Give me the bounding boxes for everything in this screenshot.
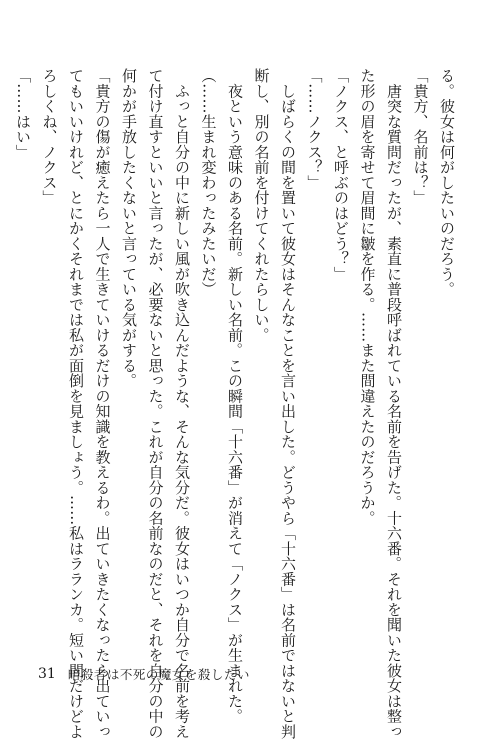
page-footer [38,664,250,684]
text-line: 「……ノクス？」 [305,68,324,190]
text-line: 何かが手放したくないと言っている気がする。 [120,68,138,389]
text-line: 「……はい」 [14,68,32,160]
text-line: 「貴方の傷が癒えたら一人で生きていけるだけの知識を教えるわ。出ていきたくなったら出ていっ [93,68,112,739]
text-line: 「ノクス、と呼ぶのはどう？」 [332,68,350,282]
text-line: 「貴方、名前は？」 [411,68,430,206]
text-line: 夜という意味のある名前。新しい名前。この瞬間「十六番」が消えて「ノクス」が生まれた。 [226,68,244,724]
page-number: 31 [38,666,56,682]
text-line: た形の眉を寄せて眉間に皺を作る。……また間違えたのだろうか。 [358,68,377,526]
text-line: しばらくの間を置いて彼女はそんなことを言い出した。どうやら「十六番」は名前ではないと判 [279,68,297,739]
text-line: ろしくね、ノクス」 [40,68,59,206]
text-line: （……生まれ変わったみたいだ） [199,68,218,297]
running-title: 暗殺者は不死の魔女を殺したい [67,667,250,682]
text-line: 唐突な質問だったが、素直に普段呼ばれている名前を告げた。十六番。それを聞いた彼女は整っ [385,68,403,739]
text-line: てもいいけれど、とにかくそれまでは私が面倒を見ましょう。……私はラランカ。短い間だけどよ [67,68,85,739]
text-line: る。彼女は何がしたいのだろう。 [438,68,456,297]
text-line: ふっと自分の中に新しい風が吹き込んだような、そんな気分だ。彼女はいつか自分で名前を考え [173,68,191,739]
text-line: て付け直すといいと言ったが、必要ないと思った。これが自分の名前なのだと、それを自分の中の [146,68,165,739]
text-line: 断し、別の名前を付けてくれたらしい。 [252,68,271,343]
